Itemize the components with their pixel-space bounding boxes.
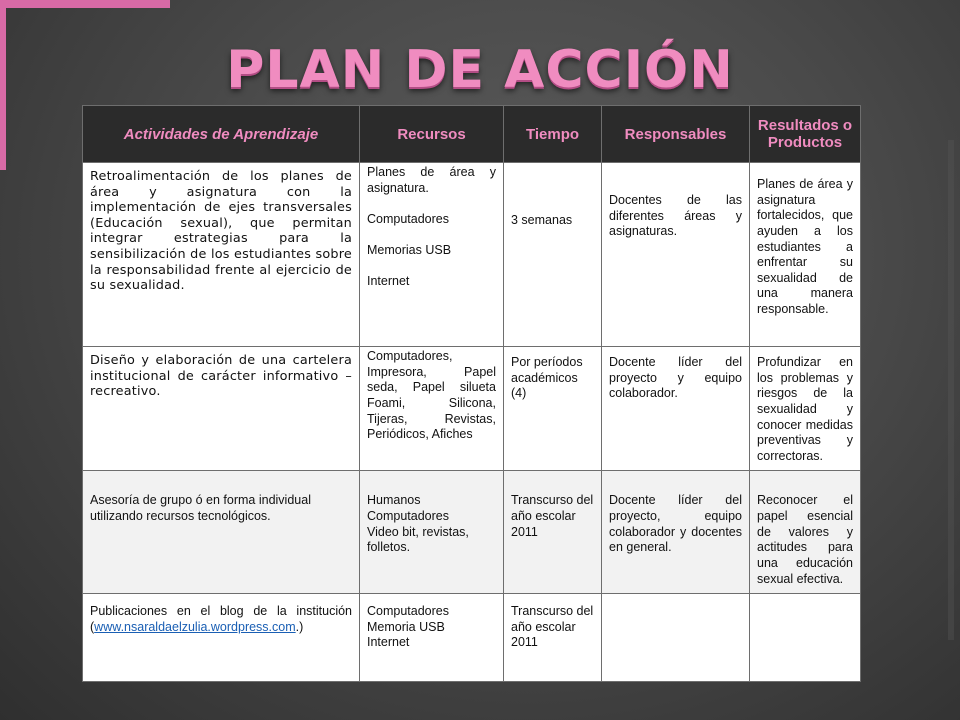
cell-recursos: Planes de área y asignatura. Computadores Memorias USB Internet bbox=[360, 163, 504, 347]
cell-responsables: Docente líder del proyecto, equipo colaborador y docentes en general. bbox=[602, 471, 750, 594]
cell-tiempo: Transcurso del año escolar 2011 bbox=[504, 471, 602, 594]
actividad-text: Publicaciones en el blog de la institución ( bbox=[90, 604, 352, 634]
header-responsables: Responsables bbox=[602, 106, 750, 163]
cell-actividad: Asesoría de grupo ó en forma individual utilizando recursos tecnológicos. bbox=[83, 471, 360, 594]
header-recursos: Recursos bbox=[360, 106, 504, 163]
cell-resultados: Profundizar en los problemas y riesgos de la sexualidad y conocer medidas preventivas y correctoras. bbox=[750, 347, 861, 471]
page-title: PLAN DE ACCIÓN bbox=[226, 40, 734, 100]
table-row bbox=[83, 347, 861, 471]
cell-tiempo: Por períodos académicos (4) bbox=[504, 347, 602, 471]
header-tiempo: Tiempo bbox=[504, 106, 602, 163]
side-accent bbox=[948, 140, 954, 640]
header-actividades: Actividades de Aprendizaje bbox=[83, 106, 360, 163]
actividad-text-end: .) bbox=[295, 619, 304, 634]
cell-responsables bbox=[602, 594, 750, 682]
table-row bbox=[83, 594, 861, 682]
blog-link[interactable]: www.nsaraldaelzulia.wordpress.com bbox=[94, 619, 296, 634]
header-resultados: Resultados o Productos bbox=[750, 106, 861, 163]
corner-accent-horizontal bbox=[0, 0, 170, 8]
cell-actividad: Retroalimentación de los planes de área y asignatura con la implementación de ejes transversales (Educación sexual), que permitan integrar estrategias para la sensibilización de los estudiantes sobre la responsabilidad frente al ejercicio de su sexualidad. bbox=[83, 163, 360, 347]
table-row bbox=[83, 471, 861, 594]
cell-recursos: Computadores, Impresora, Papel seda, Papel silueta Foami, Silicona, Tijeras, Revistas, Periódicos, Afiches bbox=[360, 347, 504, 471]
table-header-row bbox=[83, 106, 861, 163]
cell-recursos: Computadores Memoria USB Internet bbox=[360, 594, 504, 682]
cell-responsables: Docente líder del proyecto y equipo colaborador. bbox=[602, 347, 750, 471]
table-row bbox=[83, 163, 861, 347]
cell-actividad: Diseño y elaboración de una cartelera institucional de carácter informativo – recreativo. bbox=[83, 347, 360, 471]
action-plan-table bbox=[82, 105, 861, 682]
cell-actividad bbox=[83, 594, 360, 682]
cell-resultados: Planes de área y asignatura fortalecidos, que ayuden a los estudiantes a enfrentar su sexualidad de una manera responsable. bbox=[750, 163, 861, 347]
cell-resultados bbox=[750, 594, 861, 682]
cell-tiempo: 3 semanas bbox=[504, 163, 602, 347]
cell-recursos: Humanos Computadores Video bit, revistas, folletos. bbox=[360, 471, 504, 594]
cell-resultados: Reconocer el papel esencial de valores y actitudes para una educación sexual efectiva. bbox=[750, 471, 861, 594]
cell-responsables: Docentes de las diferentes áreas y asignaturas. bbox=[602, 163, 750, 347]
cell-tiempo: Transcurso del año escolar 2011 bbox=[504, 594, 602, 682]
